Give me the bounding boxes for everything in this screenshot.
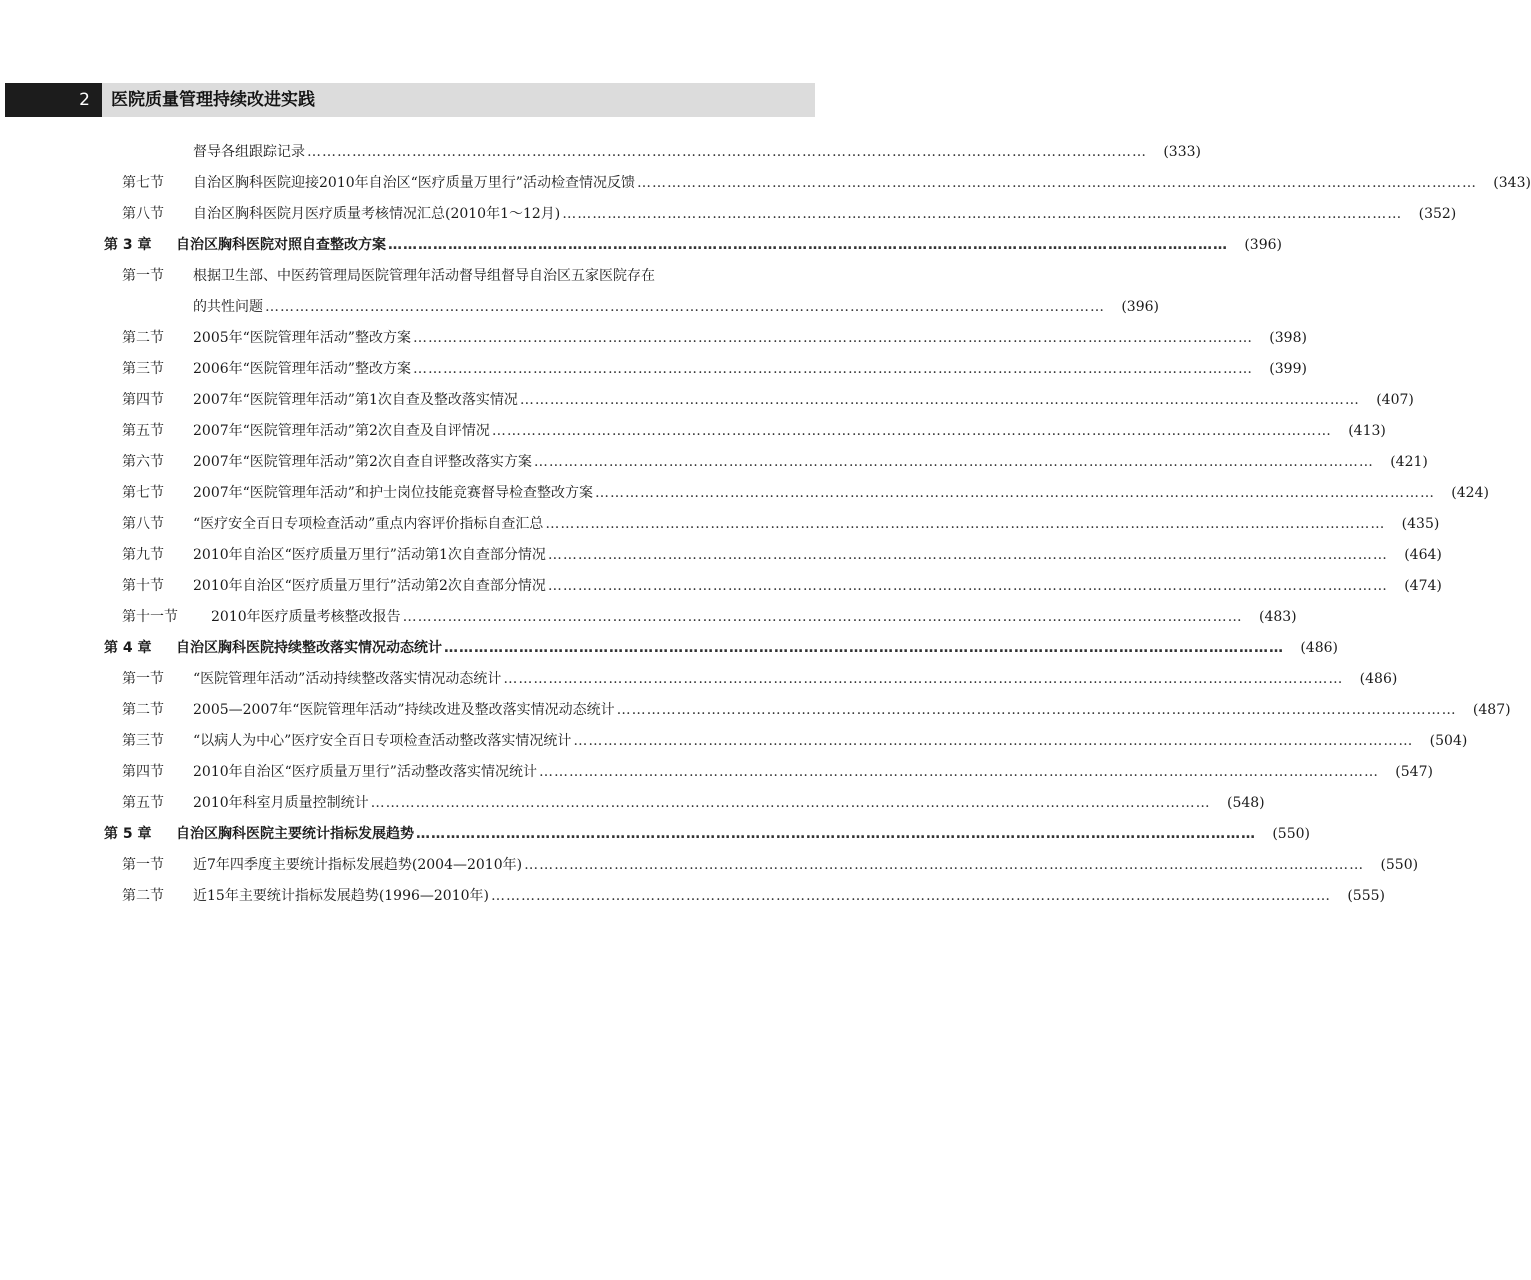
- toc-section-row: [0, 540, 1442, 571]
- toc-label: 第十节: [122, 578, 164, 594]
- toc-page-number: (435): [1401, 516, 1440, 532]
- toc-section-row: [0, 757, 1433, 788]
- toc-title: 的共性问题: [193, 299, 263, 315]
- toc-label: 第三节: [122, 733, 164, 749]
- toc-title: 自治区胸科医院迎接2010年自治区“医疗质量万里行”活动检查情况反馈: [193, 175, 635, 191]
- toc-section-row: [0, 881, 1385, 912]
- book-title: 医院质量管理持续改进实践: [111, 90, 315, 110]
- toc-page-number: (504): [1429, 733, 1468, 749]
- toc-section-row: [0, 323, 1307, 354]
- dot-leader: ……………………………………………………………………………………………………………………………………………………: [547, 578, 1388, 594]
- dot-leader: ……………………………………………………………………………………………………………………………………………………: [524, 857, 1365, 873]
- toc-title: 2010年自治区“医疗质量万里行”活动整改落实情况统计: [193, 764, 537, 780]
- dot-leader: ……………………………………………………………………………………………………………………………………………………: [402, 609, 1243, 625]
- dot-leader: ……………………………………………………………………………………………………………………………………………………: [412, 330, 1253, 346]
- toc-title: 自治区胸科医院持续整改落实情况动态统计: [176, 640, 442, 656]
- toc-label: 第 5 章: [104, 826, 152, 842]
- toc-title: 近7年四季度主要统计指标发展趋势(2004—2010年): [193, 857, 523, 873]
- toc-label: 第五节: [122, 423, 164, 439]
- toc-section-row: [0, 385, 1414, 416]
- toc-section-row: [0, 602, 1297, 633]
- dot-leader: ……………………………………………………………………………………………………………………………………………………: [491, 888, 1331, 904]
- toc-label: 第一节: [122, 268, 164, 284]
- dot-leader: ……………………………………………………………………………………………………………………………………………………: [388, 237, 1228, 253]
- dot-leader: ……………………………………………………………………………………………………………………………………………………: [265, 299, 1105, 315]
- toc-section-row: [0, 509, 1440, 540]
- toc-page-number: (548): [1226, 795, 1265, 811]
- toc-section-row: [0, 695, 1511, 726]
- toc-chapter-row: [0, 819, 1310, 850]
- dot-leader: ……………………………………………………………………………………………………………………………………………………: [562, 206, 1403, 222]
- dot-leader: ……………………………………………………………………………………………………………………………………………………: [444, 640, 1284, 656]
- toc-section-row: [0, 478, 1489, 509]
- toc-title: 近15年主要统计指标发展趋势(1996—2010年): [193, 888, 489, 904]
- toc-page-number: (352): [1418, 206, 1457, 222]
- toc-label: 第七节: [122, 485, 164, 501]
- toc-title: “医院管理年活动”活动持续整改落实情况动态统计: [193, 671, 502, 687]
- toc-title: “医疗安全百日专项检查活动”重点内容评价指标自查汇总: [193, 516, 544, 532]
- toc-title: 自治区胸科医院主要统计指标发展趋势: [176, 826, 414, 842]
- dot-leader: ……………………………………………………………………………………………………………………………………………………: [594, 485, 1435, 501]
- toc-page-number: (413): [1348, 423, 1386, 439]
- toc-title: 2010年自治区“医疗质量万里行”活动第2次自查部分情况: [193, 578, 546, 594]
- toc-page-number: (407): [1376, 392, 1414, 408]
- dot-leader: ……………………………………………………………………………………………………………………………………………………: [416, 826, 1256, 842]
- toc-page-number: (486): [1359, 671, 1398, 687]
- toc-title: 2007年“医院管理年活动”第2次自查自评整改落实方案: [193, 454, 532, 470]
- dot-leader: ……………………………………………………………………………………………………………………………………………………: [547, 547, 1388, 563]
- toc-page-number: (396): [1244, 237, 1282, 253]
- toc-title: 2005—2007年“医院管理年活动”持续改进及整改落实情况动态统计: [193, 702, 615, 718]
- toc-title: 2007年“医院管理年活动”和护士岗位技能竞赛督导检查整改方案: [193, 485, 593, 501]
- toc-title: 自治区胸科医院月医疗质量考核情况汇总(2010年1～12月): [193, 206, 561, 222]
- toc-title: 2007年“医院管理年活动”第2次自查及自评情况: [193, 423, 490, 439]
- toc-label: 第二节: [122, 888, 164, 904]
- toc-title: 2006年“医院管理年活动”整改方案: [193, 361, 411, 377]
- toc-section-row: [0, 447, 1428, 478]
- toc-label: 第七节: [122, 175, 164, 191]
- toc-page-number: (396): [1121, 299, 1159, 315]
- toc-label: 第 3 章: [104, 237, 152, 253]
- toc-page-number: (464): [1404, 547, 1442, 563]
- toc-title: 2010年自治区“医疗质量万里行”活动第1次自查部分情况: [193, 547, 546, 563]
- toc-title: 自治区胸科医院对照自查整改方案: [176, 237, 386, 253]
- toc-section-row: [0, 137, 1201, 168]
- toc-chapter-row: [0, 633, 1338, 664]
- toc-section-row: [0, 571, 1442, 602]
- toc-section-row: [0, 850, 1419, 881]
- toc-label: 第二节: [122, 330, 164, 346]
- dot-leader: ……………………………………………………………………………………………………………………………………………………: [538, 764, 1379, 780]
- toc-title: “以病人为中心”医疗安全百日专项检查活动整改落实情况统计: [193, 733, 572, 749]
- dot-leader: ……………………………………………………………………………………………………………………………………………………: [370, 795, 1211, 811]
- toc-label: 第八节: [122, 516, 164, 532]
- toc-page-number: (550): [1272, 826, 1310, 842]
- toc-label: 第八节: [122, 206, 164, 222]
- dot-leader: ……………………………………………………………………………………………………………………………………………………: [533, 454, 1374, 470]
- toc-label: 第三节: [122, 361, 164, 377]
- toc-chapter-row: [0, 230, 1282, 261]
- dot-leader: ……………………………………………………………………………………………………………………………………………………: [503, 671, 1344, 687]
- toc-label: 第九节: [122, 547, 164, 563]
- toc-title: 2010年医疗质量考核整改报告: [211, 609, 401, 625]
- toc-section-row: [0, 168, 1531, 199]
- toc-section-row: [0, 199, 1457, 230]
- toc-section-row: [0, 354, 1307, 385]
- toc-label: 第五节: [122, 795, 164, 811]
- toc-section-row: [0, 788, 1265, 819]
- toc-section-row: [0, 664, 1398, 695]
- toc-page-number: (421): [1390, 454, 1428, 470]
- toc-page-number: (483): [1258, 609, 1297, 625]
- toc-label: 第一节: [122, 671, 164, 687]
- dot-leader: ……………………………………………………………………………………………………………………………………………………: [491, 423, 1332, 439]
- toc-label: 第六节: [122, 454, 164, 470]
- toc-page-number: (424): [1451, 485, 1489, 501]
- toc-page-number: (474): [1404, 578, 1442, 594]
- toc-title: 督导各组跟踪记录: [193, 144, 305, 160]
- toc-title: 2005年“医院管理年活动”整改方案: [193, 330, 411, 346]
- toc-page-number: (547): [1395, 764, 1433, 780]
- dot-leader: ……………………………………………………………………………………………………………………………………………………: [412, 361, 1253, 377]
- toc-page-number: (398): [1269, 330, 1307, 346]
- toc-page-number: (487): [1472, 702, 1511, 718]
- dot-leader: ……………………………………………………………………………………………………………………………………………………: [616, 702, 1457, 718]
- toc-section-row: [0, 726, 1468, 757]
- toc-label: 第四节: [122, 392, 164, 408]
- toc-label: 第 4 章: [104, 640, 152, 656]
- toc-label: 第一节: [122, 857, 164, 873]
- toc-label: 第四节: [122, 764, 164, 780]
- toc-section-row: [0, 416, 1386, 447]
- toc-section-row: [0, 261, 919, 292]
- dot-leader: ……………………………………………………………………………………………………………………………………………………: [307, 144, 1147, 160]
- toc-section-row: [0, 292, 1159, 323]
- toc-title: 根据卫生部、中医药管理局医院管理年活动督导组督导自治区五家医院存在: [193, 268, 655, 284]
- toc-page-number: (550): [1380, 857, 1419, 873]
- page-number: 2: [5, 83, 102, 117]
- toc-page-number: (555): [1347, 888, 1385, 904]
- dot-leader: ……………………………………………………………………………………………………………………………………………………: [519, 392, 1360, 408]
- dot-leader: ……………………………………………………………………………………………………………………………………………………: [636, 175, 1477, 191]
- toc-page-number: (399): [1269, 361, 1307, 377]
- toc-label: 第二节: [122, 702, 164, 718]
- toc-page-number: (486): [1300, 640, 1338, 656]
- running-header: [5, 83, 815, 117]
- dot-leader: ……………………………………………………………………………………………………………………………………………………: [573, 733, 1414, 749]
- toc-label: 第十一节: [122, 609, 178, 625]
- dot-leader: ……………………………………………………………………………………………………………………………………………………: [545, 516, 1386, 532]
- toc-title: 2010年科室月质量控制统计: [193, 795, 369, 811]
- toc-title: 2007年“医院管理年活动”第1次自查及整改落实情况: [193, 392, 518, 408]
- toc-page-number: (333): [1163, 144, 1201, 160]
- toc-page-number: (343): [1493, 175, 1531, 191]
